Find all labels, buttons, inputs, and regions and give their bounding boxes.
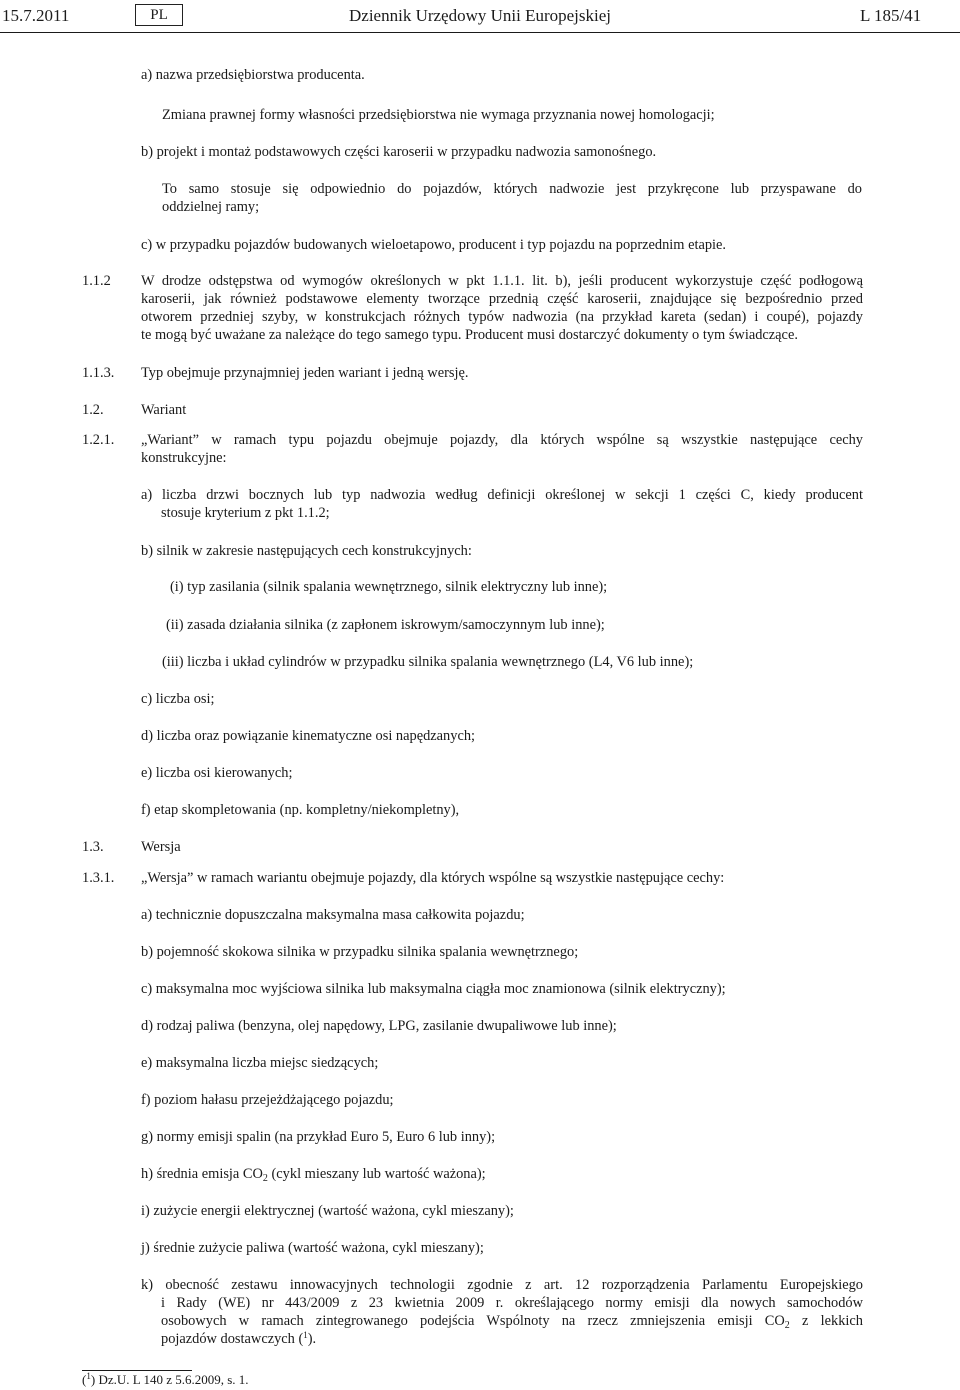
text-fragment: h) średnia emisja CO xyxy=(141,1166,263,1182)
paragraph-line xyxy=(141,1312,863,1330)
language-badge xyxy=(135,4,183,26)
heading-variant: Wariant xyxy=(141,402,187,418)
footnote-reference[interactable]: 1 xyxy=(303,1330,308,1340)
page-header xyxy=(0,4,960,30)
paragraph-line: To samo stosuje się odpowiednio do pojazdów, których nadwozie jest przykręcone lub przyspawane do xyxy=(162,181,862,197)
variant-item-b-i: (i) typ zasilania (silnik spalania wewnętrznego, silnik elektryczny lub inne); xyxy=(170,579,608,595)
journal-title: Dziennik Urzędowy Unii Europejskiej xyxy=(349,6,612,25)
version-item-k xyxy=(141,1276,863,1348)
paragraph-line: stosuje kryterium z pkt 1.1.2; xyxy=(161,505,330,521)
paragraph-line: karoserii, jak również podstawowe elementy tworzące przednią część karoserii, znajdujące się bezpośrednio przed xyxy=(141,291,863,307)
version-item-d: d) rodzaj paliwa (benzyna, olej napędowy, LPG, zasilanie dwupaliwowe lub inne); xyxy=(141,1018,617,1034)
version-item-j: j) średnie zużycie paliwa (wartość ważona, cykl mieszany); xyxy=(141,1240,484,1256)
paragraph-line: i Rady (WE) nr 443/2009 z 23 kwietnia 2009 r. określającego normy emisji dla nowych samochodów xyxy=(161,1295,863,1311)
footnote-rule xyxy=(82,1370,192,1371)
paragraph-line: k) obecność zestawu innowacyjnych technologii zgodnie z art. 12 rozporządzenia Parlamentu Europejskiego xyxy=(141,1277,863,1293)
version-item-a: a) technicznie dopuszczalna maksymalna masa całkowita pojazdu; xyxy=(141,907,525,923)
subscript: 2 xyxy=(784,1320,790,1331)
paragraph-line: „Wariant” w ramach typu pojazdu obejmuje pojazdy, dla których wspólne są wszystkie następujące cechy xyxy=(141,432,863,448)
version-item-h xyxy=(141,1165,486,1183)
subscript: 2 xyxy=(262,1173,268,1184)
text-fragment: ). xyxy=(307,1331,317,1347)
footnote-marker: 1 xyxy=(86,1371,91,1381)
section-number-1-3-1: 1.3.1. xyxy=(82,870,115,886)
version-item-e: e) maksymalna liczba miejsc siedzących; xyxy=(141,1055,379,1071)
footnote: ($^1$) Dz.U. L 140 z 5.6.2009, s. 1. xyxy=(82,1371,249,1387)
section-number-1-2-1: 1.2.1. xyxy=(82,432,115,448)
paragraph-1-1-2 xyxy=(141,272,863,344)
item-b-project: b) projekt i montaż podstawowych części karoserii w przypadku nadwozia samonośnego. xyxy=(141,144,657,160)
variant-item-a xyxy=(141,486,863,522)
heading-version: Wersja xyxy=(141,839,181,855)
text-fragment: osobowych w ramach zintegrowanego podejścia Wspólnoty na rzecz zmniejszenia emisji CO xyxy=(161,1313,785,1329)
change-note: Zmiana prawnej formy własności przedsiębiorstwa nie wymaga przyznania nowej homologacji; xyxy=(162,107,715,123)
version-item-c: c) maksymalna moc wyjściowa silnika lub maksymalna ciągła moc znamionowa (silnik elektryczny); xyxy=(141,981,726,997)
variant-item-c: c) liczba osi; xyxy=(141,691,215,707)
same-applies-paragraph xyxy=(162,180,862,216)
version-item-b: b) pojemność skokowa silnika w przypadku silnika spalania wewnętrznego; xyxy=(141,944,579,960)
text-fragment: z lekkich xyxy=(789,1313,863,1329)
header-rule xyxy=(0,32,960,33)
version-item-i: i) zużycie energii elektrycznej (wartość ważona, cykl mieszany); xyxy=(141,1203,514,1219)
section-number-1-3: 1.3. xyxy=(82,839,104,855)
section-number-1-1-3: 1.1.3. xyxy=(82,365,115,381)
variant-item-f: f) etap skompletowania (np. kompletny/niekompletny), xyxy=(141,802,460,818)
variant-item-b: b) silnik w zakresie następujących cech konstrukcyjnych: xyxy=(141,543,472,559)
item-a-name: a) nazwa przedsiębiorstwa producenta. xyxy=(141,67,365,83)
section-number-1-2: 1.2. xyxy=(82,402,104,418)
variant-item-b-iii: (iii) liczba i układ cylindrów w przypadku silnika spalania wewnętrznego (L4, V6 lub inne); xyxy=(162,654,694,670)
page-number: L 185/41 xyxy=(860,6,922,25)
paragraph-line: oddzielnej ramy; xyxy=(162,199,260,215)
section-number-1-1-2: 1.1.2 xyxy=(82,273,111,289)
publication-date: 15.7.2011 xyxy=(2,6,70,25)
variant-item-d: d) liczba oraz powiązanie kinematyczne osi napędzanych; xyxy=(141,728,476,744)
version-item-g: g) normy emisji spalin (na przykład Euro 5, Euro 6 lub inny); xyxy=(141,1129,496,1145)
text-fragment: pojazdów dostawczych ( xyxy=(161,1331,304,1347)
footnote-text: Dz.U. L 140 z 5.6.2009, s. 1. xyxy=(95,1372,249,1387)
paragraph-line: W drodze odstępstwa od wymogów określonych w pkt 1.1.1. lit. b), jeśli producent wykorzystuje część podłogową xyxy=(141,273,863,289)
paragraph-line: otworem przedniej szyby, w konstrukcjach różnych typów nadwozia (na przykład kareta (sedan) i coupé), pojazdy xyxy=(141,309,863,325)
paragraph-line: te mogą być uważane za należące do tego samego typu. Producent musi dostarczyć dokumenty o tym świadczące. xyxy=(141,327,798,343)
paragraph-line xyxy=(141,1330,863,1348)
paragraph-1-2-1 xyxy=(141,431,863,467)
variant-item-b-ii: (ii) zasada działania silnika (z zapłonem iskrowym/samoczynnym lub inne); xyxy=(166,617,605,633)
version-item-f: f) poziom hałasu przejeżdżającego pojazdu; xyxy=(141,1092,394,1108)
paragraph-line: a) liczba drzwi bocznych lub typ nadwozia według definicji określonej w sekcji 1 części C, kiedy producent xyxy=(141,487,863,503)
paragraph-line: konstrukcyjne: xyxy=(141,450,227,466)
item-c-multistage: c) w przypadku pojazdów budowanych wieloetapowo, producent i typ pojazdu na poprzednim etapie. xyxy=(141,237,727,253)
paragraph-1-3-1: „Wersja” w ramach wariantu obejmuje pojazdy, dla których wspólne są wszystkie następujące cechy: xyxy=(141,870,725,886)
variant-item-e: e) liczba osi kierowanych; xyxy=(141,765,293,781)
language-code: PL xyxy=(150,7,168,23)
paragraph-1-1-3: Typ obejmuje przynajmniej jeden wariant i jedną wersję. xyxy=(141,365,469,381)
text-fragment: (cykl mieszany lub wartość ważona); xyxy=(267,1166,486,1182)
